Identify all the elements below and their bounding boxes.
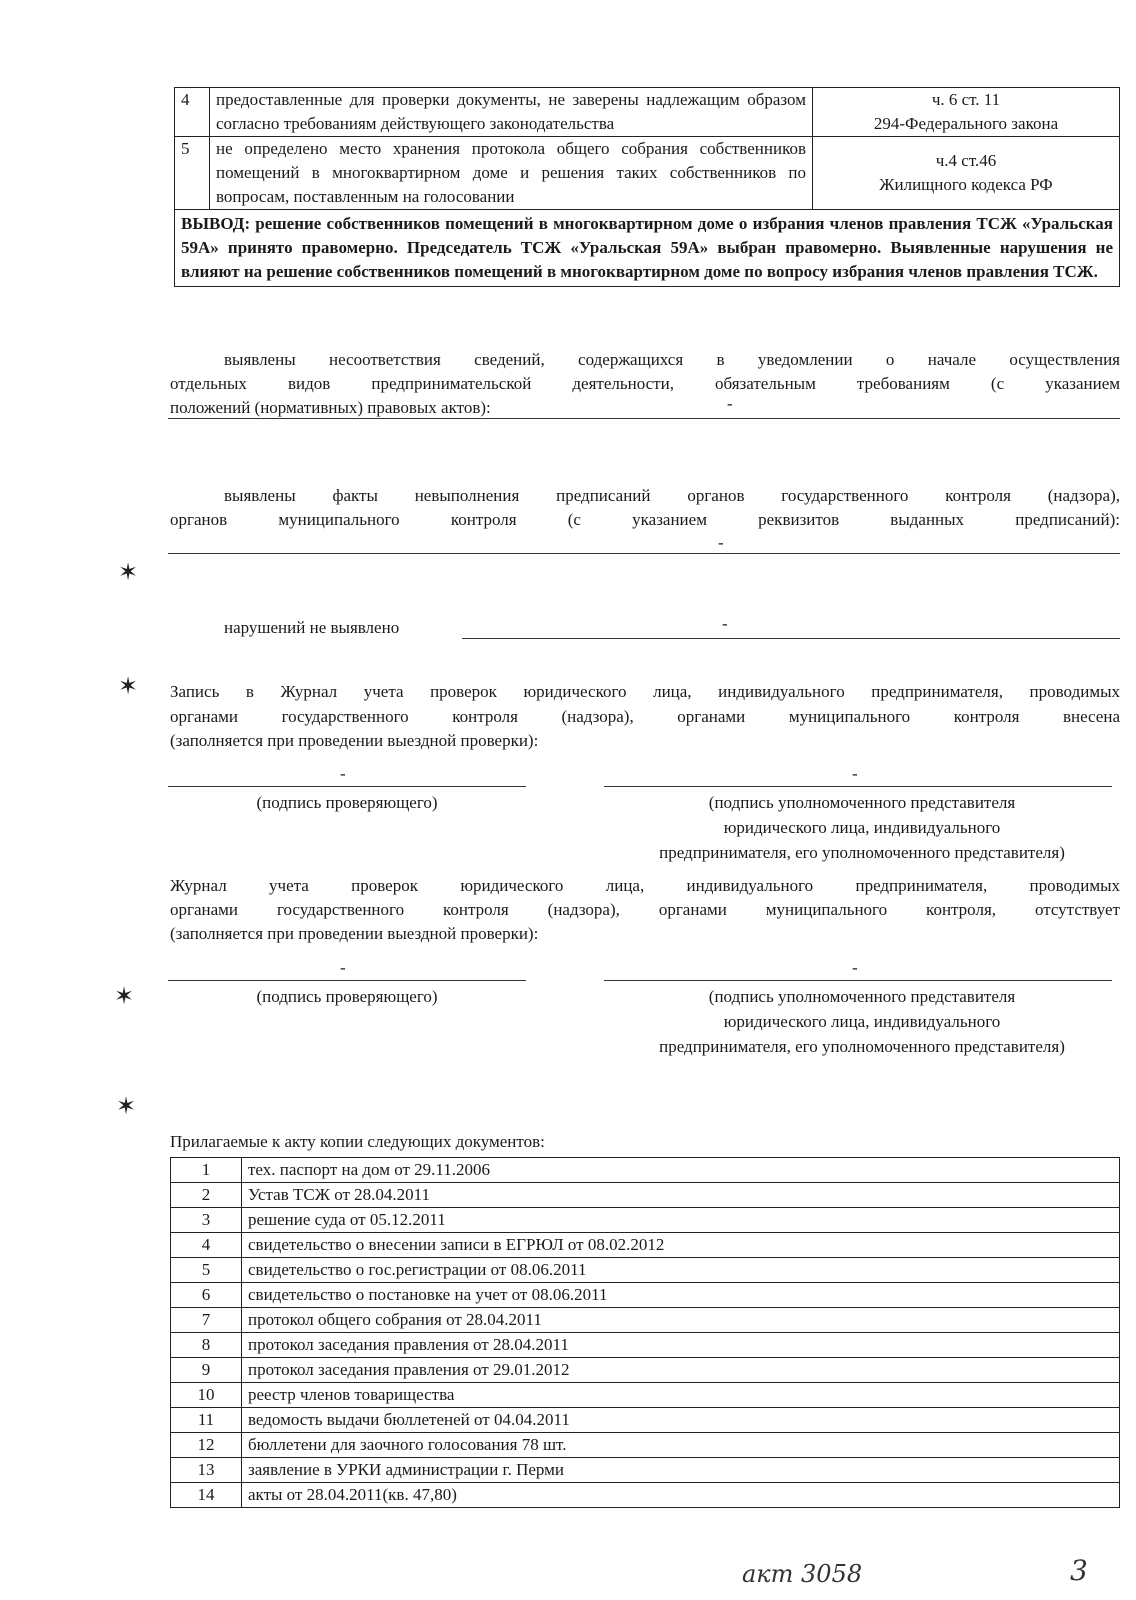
signature-left-line bbox=[168, 786, 526, 787]
journal-entry-line-2: органами государственного контроля (надзора), органами муниципального контроля внесена bbox=[170, 707, 1120, 726]
journal-absent-line-2: органами государственного контроля (надзора), органами муниципального контроля, отсутствует bbox=[170, 900, 1120, 919]
table-row bbox=[171, 1383, 1120, 1408]
orders-line-1: выявлены факты невыполнения предписаний органов государственного контроля (надзора), bbox=[224, 486, 1120, 505]
orders-line-2: органов муниципального контроля (с указанием реквизитов выданных предписаний): bbox=[170, 510, 1120, 529]
table-row bbox=[171, 1158, 1120, 1183]
notice-line-1: выявлены несоответствия сведений, содержащихся в уведомлении о начале осуществления bbox=[224, 350, 1120, 369]
row-law-reference bbox=[813, 137, 1120, 210]
signature-right-caption-1: (подпись уполномоченного представителя bbox=[708, 987, 1016, 1006]
table-row bbox=[171, 1408, 1120, 1433]
attachment-number: 9 bbox=[171, 1358, 242, 1383]
attachments-heading: Прилагаемые к акту копии следующих документов: bbox=[170, 1132, 545, 1151]
attachment-title: протокол общего собрания от 28.04.2011 bbox=[242, 1308, 1120, 1333]
table-row bbox=[175, 137, 1120, 210]
table-row bbox=[175, 88, 1120, 137]
attachment-title: протокол заседания правления от 28.04.2011 bbox=[242, 1333, 1120, 1358]
attachment-number: 4 bbox=[171, 1233, 242, 1258]
table-row bbox=[175, 210, 1120, 287]
attachment-title: реестр членов товарищества bbox=[242, 1383, 1120, 1408]
notice-line-3: положений (нормативных) правовых актов): bbox=[170, 398, 491, 417]
attachment-number: 14 bbox=[171, 1483, 242, 1508]
attachment-title: тех. паспорт на дом от 29.11.2006 bbox=[242, 1158, 1120, 1183]
law-line-2: 294-Федерального закона bbox=[873, 114, 1059, 133]
row-law-reference bbox=[813, 88, 1120, 137]
signature-left-caption: (подпись проверяющего) bbox=[256, 987, 438, 1006]
table-row bbox=[171, 1333, 1120, 1358]
violations-table bbox=[174, 87, 1120, 287]
table-row bbox=[171, 1483, 1120, 1508]
journal-absent-line-3: (заполняется при проведении выездной проверки): bbox=[170, 924, 539, 943]
attachment-title: свидетельство о постановке на учет от 08.06.2011 bbox=[242, 1283, 1120, 1308]
check-mark: ✶ bbox=[118, 560, 139, 586]
table-row bbox=[171, 1233, 1120, 1258]
attachment-number: 2 bbox=[171, 1183, 242, 1208]
check-mark: ✶ bbox=[114, 984, 135, 1010]
journal-absent-line-1: Журнал учета проверок юридического лица, индивидуального предпринимателя, проводимых bbox=[170, 876, 1120, 895]
attachment-title: акты от 28.04.2011(кв. 47,80) bbox=[242, 1483, 1120, 1508]
law-line-2: Жилищного кодекса РФ bbox=[879, 175, 1053, 194]
attachment-number: 6 bbox=[171, 1283, 242, 1308]
conclusion-text: ВЫВОД: решение собственников помещений в многоквартирном доме о избрания членов правления ТСЖ «Уральская 59А» принято правомерно. Председатель ТСЖ «Уральская 59А» выбран правомерно. Выявленные нарушения не влияют на решение собственников помещений в многоквартирном доме по вопросу избрания членов правления ТСЖ. bbox=[175, 210, 1120, 287]
attachment-title: заявление в УРКИ администрации г. Перми bbox=[242, 1458, 1120, 1483]
signature-right-value: - bbox=[852, 764, 858, 783]
law-line-1: ч.4 ст.46 bbox=[935, 151, 997, 170]
signature-right-line bbox=[604, 786, 1112, 787]
none-value: - bbox=[722, 614, 728, 633]
signature-right-caption-2: юридического лица, индивидуального bbox=[723, 818, 1001, 837]
journal-entry-line-1: Запись в Журнал учета проверок юридического лица, индивидуального предпринимателя, проводимых bbox=[170, 682, 1120, 701]
table-row bbox=[171, 1358, 1120, 1383]
attachment-title: протокол заседания правления от 29.01.2012 bbox=[242, 1358, 1120, 1383]
orders-value: - bbox=[718, 533, 724, 552]
attachment-title: решение суда от 05.12.2011 bbox=[242, 1208, 1120, 1233]
signature-right-caption-3: предпринимателя, его уполномоченного представителя) bbox=[659, 1037, 1065, 1056]
table-row bbox=[171, 1433, 1120, 1458]
row-number: 5 bbox=[175, 137, 210, 210]
signature-left-value: - bbox=[340, 764, 346, 783]
row-description: не определено место хранения протокола общего собрания собственников помещений в многоквартирном доме и решения таких собственников по вопросам, поставленным на голосовании bbox=[210, 137, 813, 210]
journal-entry-line-3: (заполняется при проведении выездной проверки): bbox=[170, 731, 539, 750]
page-number: 3 bbox=[1070, 1554, 1088, 1587]
attachment-number: 8 bbox=[171, 1333, 242, 1358]
signature-right-line bbox=[604, 980, 1112, 981]
attachment-number: 3 bbox=[171, 1208, 242, 1233]
row-number: 4 bbox=[175, 88, 210, 137]
attachment-title: свидетельство о внесении записи в ЕГРЮЛ от 08.02.2012 bbox=[242, 1233, 1120, 1258]
none-label: нарушений не выявлено bbox=[224, 618, 400, 637]
law-line-1: ч. 6 ст. 11 bbox=[931, 90, 1001, 109]
handwritten-note: акт 3058 bbox=[742, 1560, 863, 1588]
none-underline bbox=[462, 638, 1120, 639]
attachment-title: свидетельство о гос.регистрации от 08.06.2011 bbox=[242, 1258, 1120, 1283]
check-mark: ✶ bbox=[116, 1094, 137, 1120]
attachment-title: Устав ТСЖ от 28.04.2011 bbox=[242, 1183, 1120, 1208]
notice-line-2: отдельных видов предпринимательской деятельности, обязательным требованиям (с указанием bbox=[170, 374, 1120, 393]
table-row bbox=[171, 1208, 1120, 1233]
attachments-table bbox=[170, 1157, 1120, 1508]
signature-right-value: - bbox=[852, 958, 858, 977]
attachment-number: 11 bbox=[171, 1408, 242, 1433]
attachment-number: 10 bbox=[171, 1383, 242, 1408]
attachment-number: 13 bbox=[171, 1458, 242, 1483]
notice-value: - bbox=[727, 394, 733, 413]
table-row bbox=[171, 1258, 1120, 1283]
attachment-number: 12 bbox=[171, 1433, 242, 1458]
check-mark: ✶ bbox=[118, 674, 139, 700]
table-row bbox=[171, 1283, 1120, 1308]
attachment-number: 7 bbox=[171, 1308, 242, 1333]
signature-left-caption: (подпись проверяющего) bbox=[256, 793, 438, 812]
signature-left-line bbox=[168, 980, 526, 981]
orders-underline bbox=[168, 553, 1120, 554]
attachment-title: ведомость выдачи бюллетеней от 04.04.2011 bbox=[242, 1408, 1120, 1433]
table-row bbox=[171, 1458, 1120, 1483]
notice-underline bbox=[168, 418, 1120, 419]
signature-right-caption-1: (подпись уполномоченного представителя bbox=[708, 793, 1016, 812]
attachment-title: бюллетени для заочного голосования 78 шт. bbox=[242, 1433, 1120, 1458]
signature-right-caption-3: предпринимателя, его уполномоченного представителя) bbox=[659, 843, 1065, 862]
attachment-number: 5 bbox=[171, 1258, 242, 1283]
table-row bbox=[171, 1183, 1120, 1208]
row-description: предоставленные для проверки документы, не заверены надлежащим образом согласно требованиям действующего законодательства bbox=[210, 88, 813, 137]
signature-right-caption-2: юридического лица, индивидуального bbox=[723, 1012, 1001, 1031]
table-row bbox=[171, 1308, 1120, 1333]
attachment-number: 1 bbox=[171, 1158, 242, 1183]
signature-left-value: - bbox=[340, 958, 346, 977]
